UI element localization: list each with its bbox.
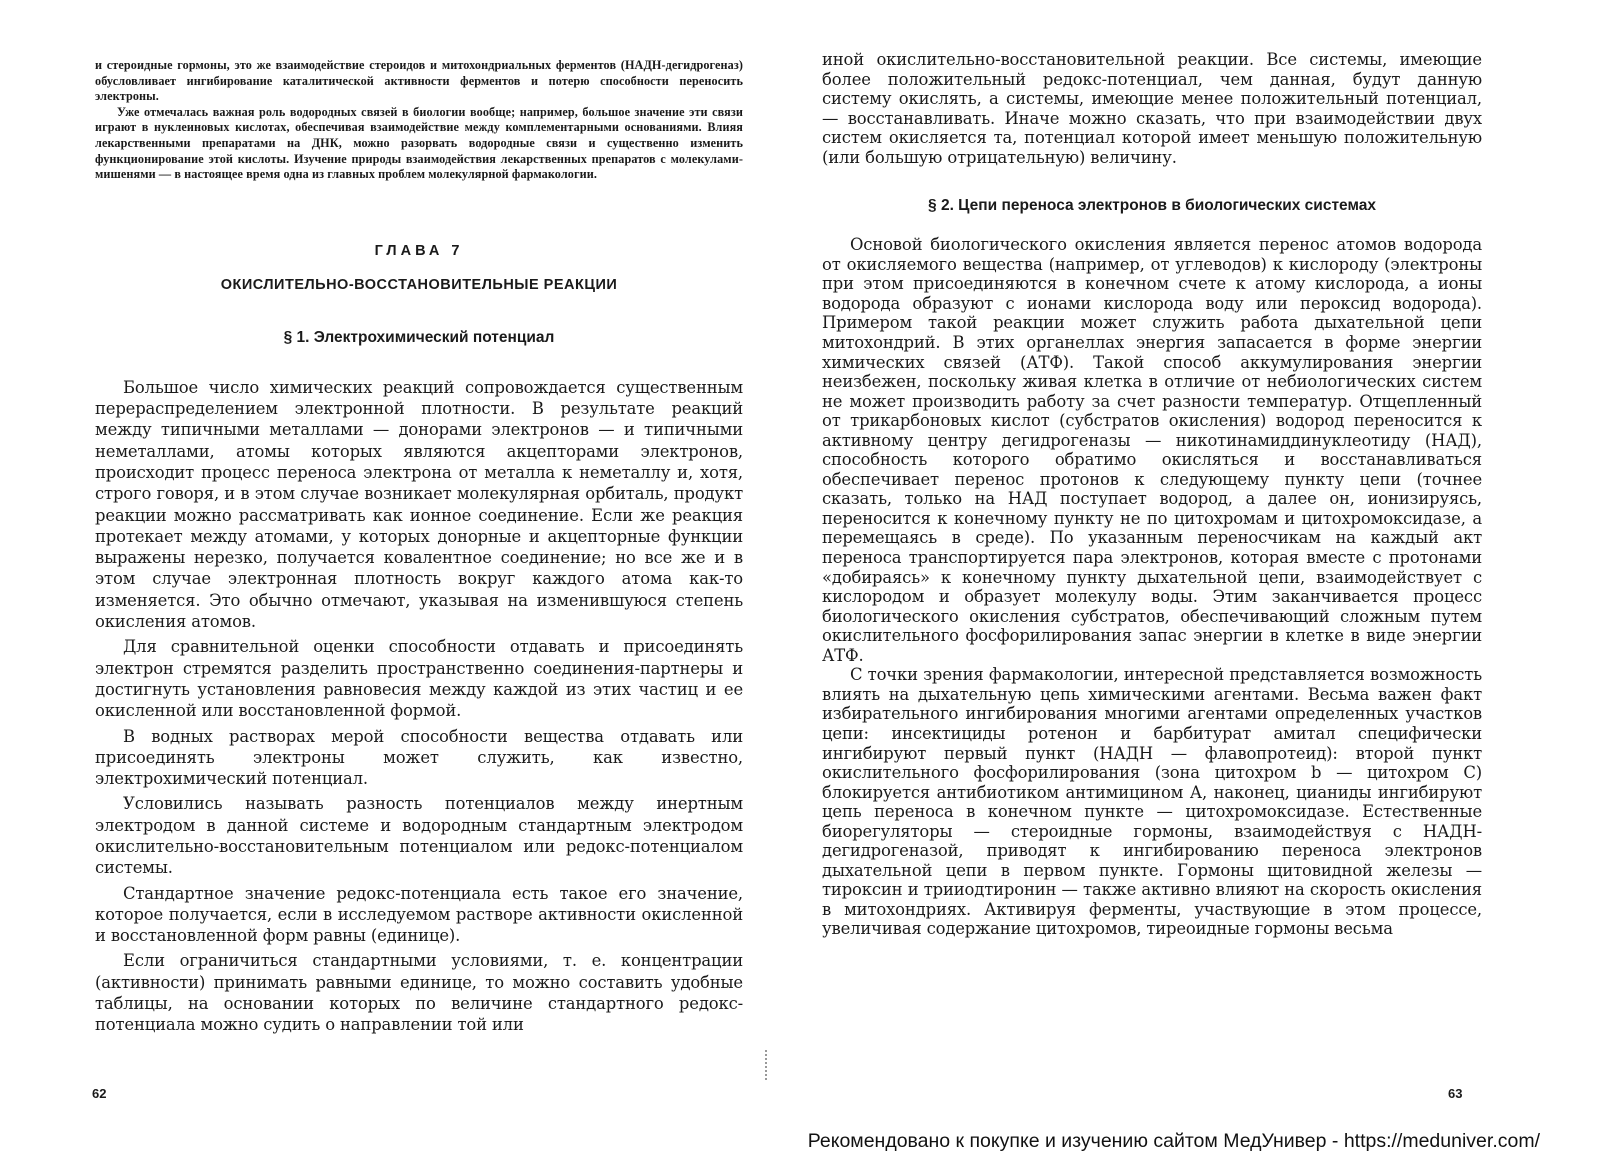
left-page	[95, 58, 743, 1036]
page-number: 63	[1448, 1086, 1463, 1101]
section-heading: § 2. Цепи переноса электронов в биологических системах	[928, 197, 1376, 215]
intro-paragraph: и стероидные гормоны, это же взаимодействие стероидов и митохондриальных ферментов (НАДН-дегидрогеназ) обусловливает ингибирование каталитической активности ферментов и потерю способности переносить электроны.	[95, 58, 743, 104]
right-page	[822, 50, 1482, 939]
body-paragraph: В водных растворах мерой способности вещества отдавать или присоединять электроны может служить, как известно, электрохимический потенциал.	[95, 726, 743, 789]
section-heading: § 1. Электрохимический потенциал	[283, 328, 555, 346]
gutter-divider	[765, 1050, 769, 1080]
watermark-text: Рекомендовано к покупке и изучению сайтом МедУнивер - https://meduniver.com/	[807, 1130, 1540, 1152]
page-number: 62	[92, 1086, 107, 1101]
body-paragraph: Условились называть разность потенциалов между инертным электродом в данной системе и водородным стандартным электродом окислительно-восстановительным потенциалом или редокс-потенциалом системы.	[95, 794, 743, 878]
continuation-paragraph: иной окислительно-восстановительной реакции. Все системы, имеющие более положительный редокс-потенциал, чем данная, будут данную систему окислять, а системы, имеющие менее положительный потенциал, — восстанавливать. Иначе можно сказать, что при взаимодействии двух систем окисляется та, потенциал которой имеет меньшую положительную (или большую отрицательную) величину.	[822, 50, 1482, 167]
intro-paragraph: Уже отмечалась важная роль водородных связей в биологии вообще; например, большое значение эти связи играют в нуклеиновых кислотах, обеспечивая взаимодействие между комплементарными основаниями. Влияя лекарственными препаратами на ДНК, можно разорвать водородные связи и существенно изменить функционирование этой кислоты. Изучение природы взаимодействия лекарственных препаратов с молекулами-мишенями — в настоящее время одна из главных проблем молекулярной фармакологии.	[95, 104, 743, 182]
body-paragraph: Для сравнительной оценки способности отдавать и присоединять электрон стремятся разделить пространственно соединения-партнеры и достигнуть установления равновесия между каждой из этих частиц и ее окисленной или восстановленной формой.	[95, 637, 743, 721]
chapter-label: ГЛАВА 7	[374, 242, 464, 259]
chapter-title: ОКИСЛИТЕЛЬНО-ВОССТАНОВИТЕЛЬНЫЕ РЕАКЦИИ	[220, 276, 618, 293]
body-paragraph: Если ограничиться стандартными условиями, т. е. концентрации (активности) принимать равными единице, то можно составить удобные таблицы, на основании которых по величине стандартного редокс-потенциала можно судить о направлении той или	[95, 951, 743, 1035]
body-paragraph: Основой биологического окисления является перенос атомов водорода от окисляемого вещества (например, от углеводов) к кислороду (электроны при этом присоединяются в конечном счете к атому кислорода, а ионы водорода образуют с ионами кислорода воду или пероксид водорода). Примером такой реакции может служить работа дыхательной цепи митохондрий. В этих органеллах энергия запасается в форме энергии химических связей (АТФ). Такой способ аккумулирования энергии неизбежен, поскольку живая клетка в отличие от небиологических систем не может производить работу за счет разности температур. Отщепленный от трикарбоновых кислот (субстратов окисления) водород переносится к активному центру дегидрогеназы — никотинамиддинуклеотиду (НАД), способность которого обратимо окисляться и восстанавливаться обеспечивает перенос протонов к следующему пункту цепи (точнее сказать, только на НАД поступает водород, а далее он, ионизируясь, переносится к конечному пункту не по цитохромам и цитохромоксидазе, а перемещаясь в среде). По указанным переносчикам на каждый акт переноса транспортируется пара электронов, которая вместе с протонами «добираясь» к конечному пункту дыхательной цепи, взаимодействует с кислородом и образует молекулу воды. Этим заканчивается процесс биологического окисления субстратов, обеспечивающий сложным путем окислительного фосфорилирования запас энергии в клетке в виде энергии АТФ.	[822, 235, 1482, 665]
body-paragraph: С точки зрения фармакологии, интересной представляется возможность влиять на дыхательную цепь химическими агентами. Весьма важен факт избирательного ингибирования многими агентами определенных участков цепи: инсектициды ротенон и барбитурат амитал специфически ингибируют первый пункт (НАДН — флавопротеид): второй пункт окислительного фосфорилирования (зона цитохром b — цитохром С) блокируется антибиотиком антимицином А, наконец, цианиды ингибируют цепь переноса в конечном пункте — цитохромоксидазе. Естественные биорегуляторы — стероидные гормоны, взаимодействуя с НАДН-дегидрогеназой, приводят к ингибированию переноса электронов дыхательной цепи в первом пункте. Гормоны щитовидной железы — тироксин и трииодтиронин — также активно влияют на скорость окисления в митохондриях. Активируя ферменты, участвующие в этом процессе, увеличивая содержание цитохромов, тиреоидные гормоны весьма	[822, 665, 1482, 939]
body-paragraph: Стандартное значение редокс-потенциала есть такое его значение, которое получается, если в исследуемом растворе активности окисленной и восстановленной форм равны (единице).	[95, 883, 743, 946]
body-paragraph: Большое число химических реакций сопровождается существенным перераспределением электронной плотности. В результате реакций между типичными металлами — донорами электронов — и типичными неметаллами, атомы которых являются акцепторами электронов, происходит процесс переноса электрона от металла к неметаллу и, хотя, строго говоря, и в этом случае возникает молекулярная орбиталь, продукт реакции можно рассматривать как ионное соединение. Если же реакция протекает между атомами, у которых донорные и акцепторные функции выражены нерезко, получается ковалентное соединение; но все же и в этом случае электронная плотность вокруг каждого атома как-то изменяется. Это обычно отмечают, указывая на изменившуюся степень окисления атомов.	[95, 377, 743, 632]
